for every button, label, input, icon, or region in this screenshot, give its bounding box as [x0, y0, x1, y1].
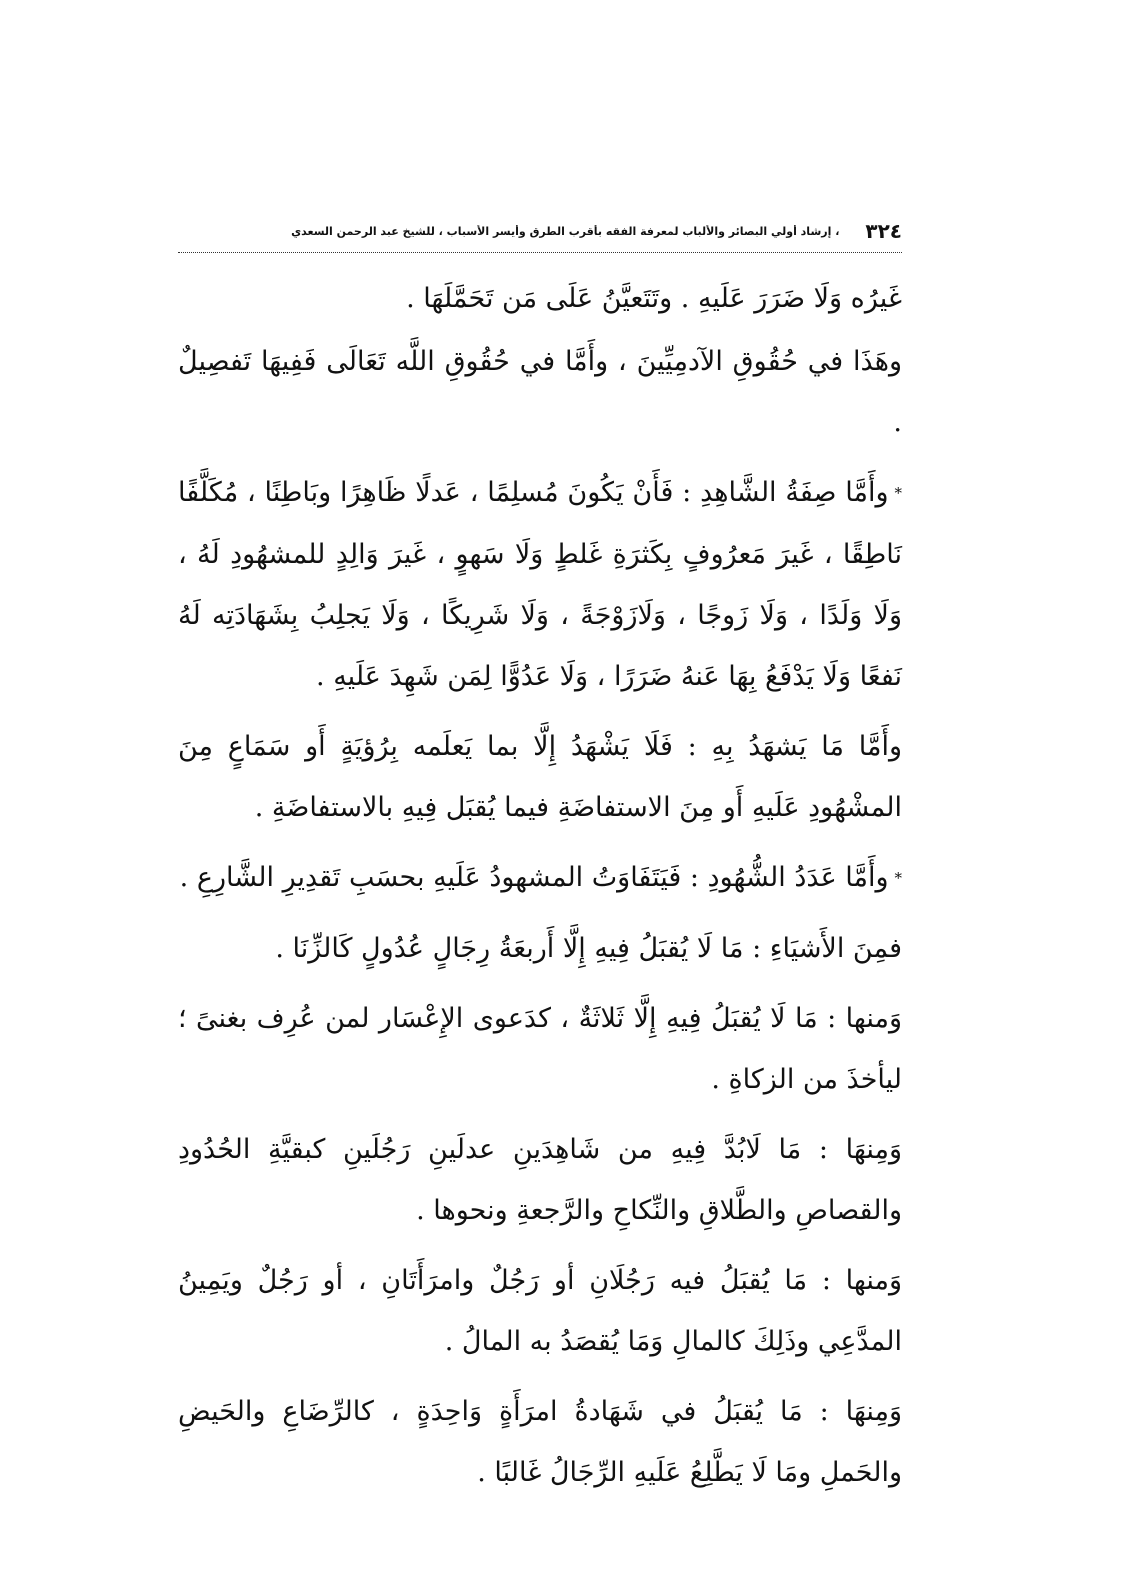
paragraph [178, 918, 902, 979]
paragraph [178, 716, 902, 838]
paragraph-text: وأَمَّا صِفَةُ الشَّاهِدِ : فَأَنْ يَكُونَ مُسلِمًا ، عَدلًا ظَاهِرًا وبَاطِنًا ، مُكَلَّفًا نَاطِقًا ، غَيرَ مَعرُوفٍ بِكَثرَةِ غَلطٍ وَلَا سَهوٍ ، غَيرَ وَالِدٍ للمشهُودِ لَهُ ، وَلَا وَلَدًا ، وَلَا زَوجًا ، وَلَازَوْجَةً ، وَلَا شَرِيكًا ، وَلَا يَجلِبُ بِشَهَادَتِه لَهُ نَفعًا وَلَا يَدْفَعُ بِهَا عَنهُ ضَرَرًا ، وَلَا عَدُوًّا لِمَن شَهِدَ عَلَيهِ . [178, 477, 902, 692]
running-header [178, 216, 902, 246]
paragraph [178, 331, 902, 453]
paragraph [178, 268, 902, 329]
asterisk-marker: * [894, 869, 902, 887]
paragraph [178, 1250, 902, 1372]
paragraph [178, 988, 902, 1110]
running-header-title: ، إرشاد أولي البصائر والألباب لمعرفة الفقه بأقرب الطرق وأيسر الأسباب ، للشيخ عبد الرحمن السعدي [291, 224, 840, 238]
paragraph-text: غَيرُه وَلَا ضَرَرَ عَلَيهِ . وتَتَعيَّنُ عَلَى مَن تَحَمَّلَهَا . [406, 283, 902, 314]
paragraph [178, 1381, 902, 1503]
paragraph-text: وَمنها : مَا لَا يُقبَلُ فِيهِ إِلَّا ثَلاثَةٌ ، كدَعوى الإِعْسَار لمن عُرِف بغنىً ؛ ليأخذَ من الزكاةِ . [178, 1003, 902, 1095]
header-divider [178, 252, 902, 253]
paragraph [178, 847, 902, 909]
paragraph-text: وَمنها : مَا يُقبَلُ فيه رَجُلَانِ أو رَجُلٌ وامرَأَتَانِ ، أو رَجُلٌ ويَمِينُ المدَّعِي وذَلِكَ كالمالِ وَمَا يُقصَدُ به المالُ . [178, 1265, 902, 1357]
body-text [178, 268, 902, 1512]
paragraph [178, 1119, 902, 1241]
page-number: ٣٢٤ [865, 219, 902, 243]
paragraph-text: فمِنَ الأَشيَاءِ : مَا لَا يُقبَلُ فِيهِ إِلَّا أَربعَةُ رِجَالٍ عُدُولٍ كَالزِّنَا . [275, 933, 902, 964]
paragraph-text: وهَذَا في حُقُوقِ الآدمِيِّينَ ، وأَمَّا في حُقُوقِ اللَّه تَعَالَى فَفِيهَا تَفصِيلٌ . [178, 346, 902, 438]
asterisk-marker: * [894, 484, 902, 502]
paragraph-text: وأَمَّا عَدَدُ الشُّهُودِ : فَيَتَفَاوَتُ المشهودُ عَلَيهِ بحسَبِ تَقدِيرِ الشَّارِعِ . [179, 862, 889, 893]
paragraph [178, 462, 902, 707]
paragraph-text: وَمِنهَا : مَا لَابُدَّ فِيهِ من شَاهِدَينِ عدلَينِ رَجُلَينِ كبقيَّةِ الحُدُودِ والقصاصِ والطَّلاقِ والنِّكاحِ والرَّجعةِ ونحوها . [178, 1134, 902, 1226]
paragraph-text: وأَمَّا مَا يَشهَدُ بِهِ : فَلَا يَشْهَدُ إِلَّا بما يَعلَمه بِرُؤيَةٍ أَو سَمَاعٍ مِنَ المشْهُودِ عَلَيهِ أَو مِنَ الاستفاضَةِ فيما يُقبَل فِيهِ بالاستفاضَةِ . [178, 731, 902, 823]
paragraph-text: وَمِنهَا : مَا يُقبَلُ في شَهَادةُ امرَأَةٍ وَاحِدَةٍ ، كالرِّضَاعِ والحَيضِ والحَملِ ومَا لَا يَطَّلِعُ عَلَيهِ الرِّجَالُ غَالبًا . [178, 1396, 902, 1488]
